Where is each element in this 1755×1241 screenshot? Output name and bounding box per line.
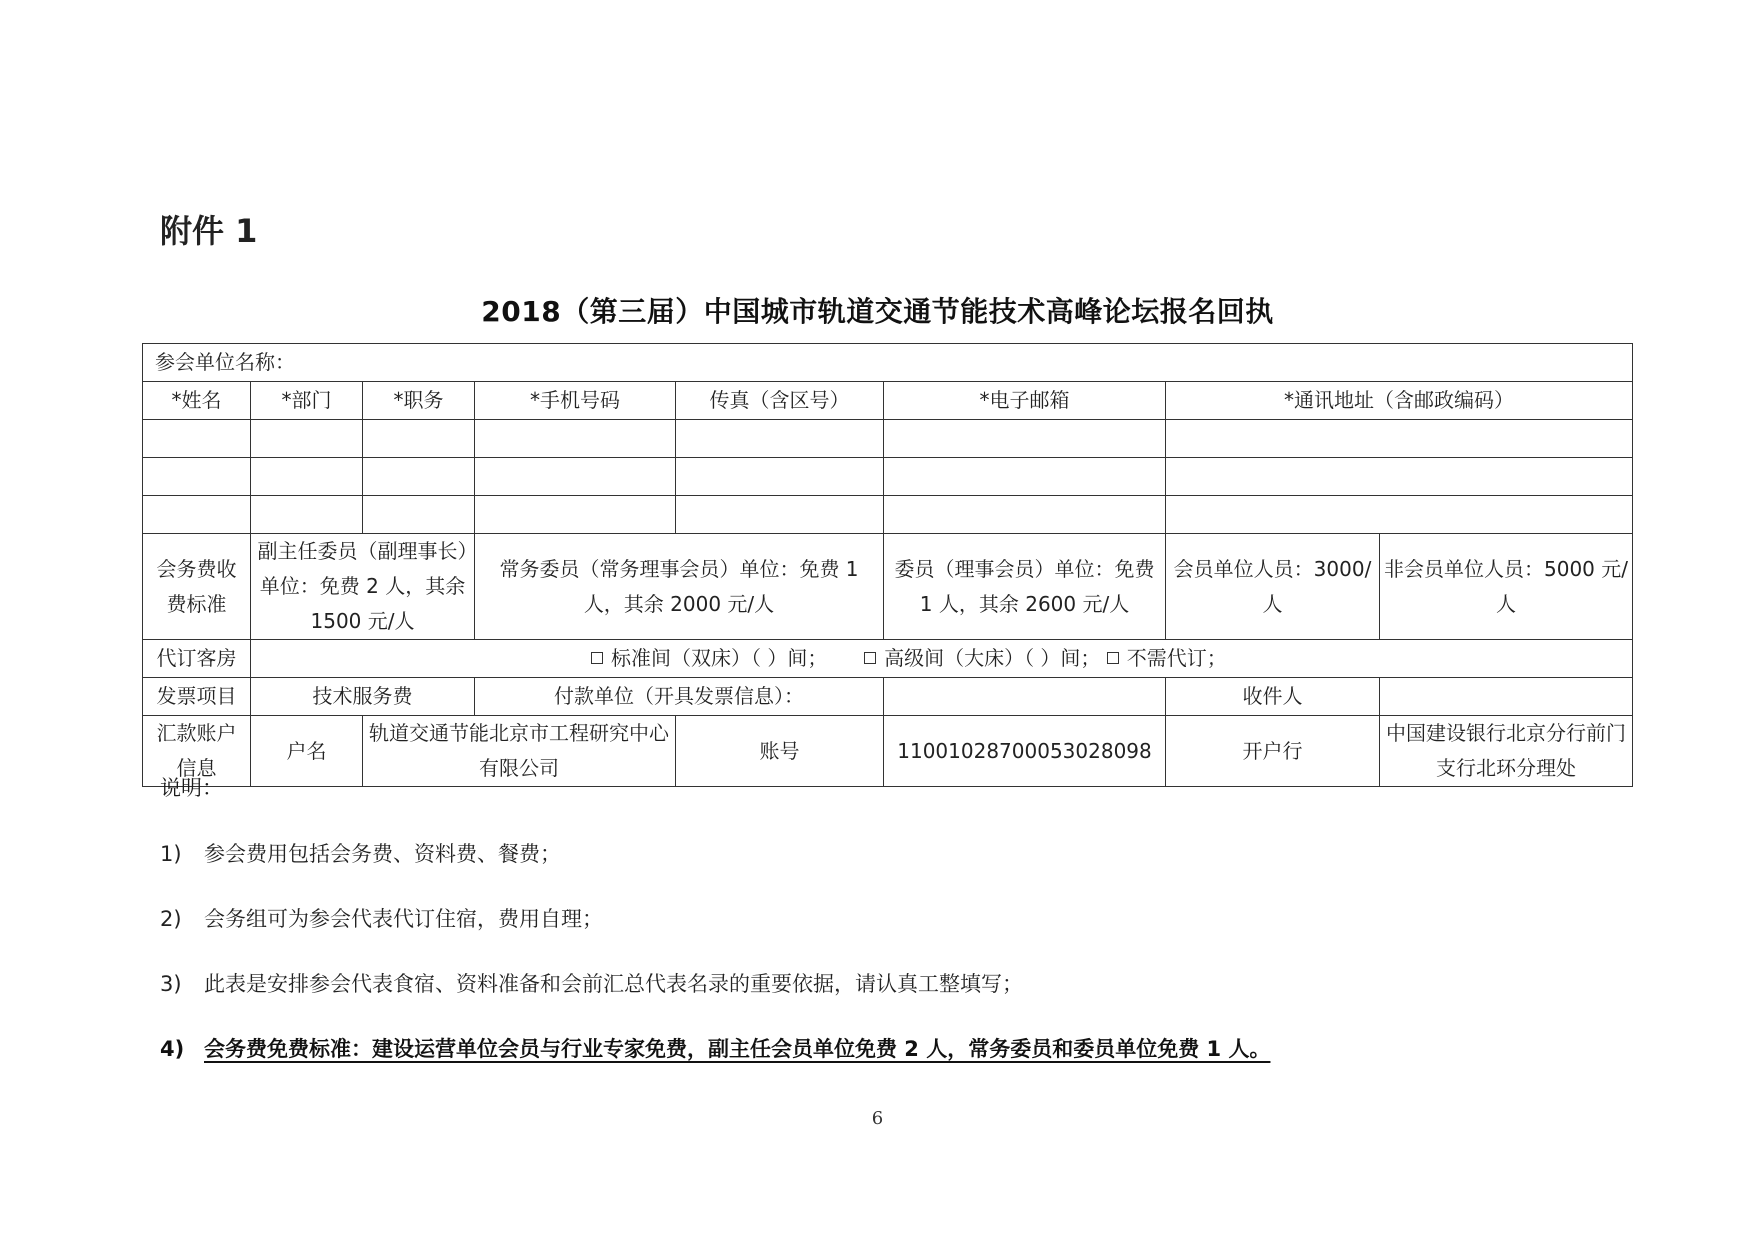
fee-non-member: 非会员单位人员：5000 元/人 xyxy=(1380,534,1633,640)
attendee-position-field[interactable] xyxy=(363,420,475,458)
form-title: 2018（第三届）中国城市轨道交通节能技术高峰论坛报名回执 xyxy=(481,295,1274,328)
header-position: *职务 xyxy=(363,382,475,420)
attendee-name-field[interactable] xyxy=(143,458,251,496)
attendee-mobile-field[interactable] xyxy=(475,458,676,496)
note-text: 会务组可为参会代表代订住宿，费用自理； xyxy=(204,907,603,931)
attendee-name-field[interactable] xyxy=(143,496,251,534)
hotel-row xyxy=(143,640,1633,678)
invoice-row xyxy=(143,678,1633,716)
attendee-department-field[interactable] xyxy=(251,496,363,534)
note-item-emphasis xyxy=(160,1033,1270,1063)
attendee-position-field[interactable] xyxy=(363,458,475,496)
account-row xyxy=(143,716,1633,787)
invoice-item: 技术服务费 xyxy=(251,678,475,716)
attendee-department-field[interactable] xyxy=(251,458,363,496)
invoice-payer-field[interactable] xyxy=(884,678,1166,716)
invoice-label: 发票项目 xyxy=(143,678,251,716)
hotel-label: 代订客房 xyxy=(143,640,251,678)
attendee-fax-field[interactable] xyxy=(676,496,884,534)
registration-form-table xyxy=(142,343,1633,787)
header-row xyxy=(143,382,1633,420)
note-number: 1) xyxy=(160,842,182,866)
attachment-label: 附件 1 xyxy=(160,212,258,250)
fee-member-unit: 会员单位人员：3000/人 xyxy=(1166,534,1380,640)
attendee-address-field[interactable] xyxy=(1166,496,1633,534)
attendee-email-field[interactable] xyxy=(884,420,1166,458)
account-bank-value: 中国建设银行北京分行前门支行北环分理处 xyxy=(1380,716,1633,787)
invoice-recipient-field[interactable] xyxy=(1380,678,1633,716)
note-text: 会务费免费标准：建设运营单位会员与行业专家免费，副主任会员单位免费 2 人，常务委员和委员单位免费 1 人。 xyxy=(204,1037,1271,1061)
account-number-label: 账号 xyxy=(676,716,884,787)
header-name: *姓名 xyxy=(143,382,251,420)
superior-room-label: 高级间（大床）（ ）间； xyxy=(884,646,1101,670)
attendee-row xyxy=(143,496,1633,534)
header-fax: 传真（含区号） xyxy=(676,382,884,420)
attendee-address-field[interactable] xyxy=(1166,420,1633,458)
notes-label: 说明： xyxy=(160,776,223,800)
checkbox-standard-room[interactable] xyxy=(591,652,603,664)
attendee-email-field[interactable] xyxy=(884,458,1166,496)
attendee-mobile-field[interactable] xyxy=(475,420,676,458)
attendee-email-field[interactable] xyxy=(884,496,1166,534)
note-item xyxy=(160,838,561,868)
attendee-position-field[interactable] xyxy=(363,496,475,534)
note-number: 3) xyxy=(160,972,182,996)
attendee-row xyxy=(143,458,1633,496)
note-item xyxy=(160,968,1023,998)
attendee-department-field[interactable] xyxy=(251,420,363,458)
account-name-label: 户名 xyxy=(251,716,363,787)
attendee-name-field[interactable] xyxy=(143,420,251,458)
account-label: 汇款账户信息 xyxy=(143,716,251,787)
standard-room-label: 标准间（双床）（ ）间； xyxy=(611,646,828,670)
fee-committee-member: 委员（理事会员）单位：免费 1 人，其余 2600 元/人 xyxy=(884,534,1166,640)
header-address: *通讯地址（含邮政编码） xyxy=(1166,382,1633,420)
no-booking-label: 不需代订； xyxy=(1126,646,1227,670)
fee-standing-member: 常务委员（常务理事会员）单位：免费 1 人，其余 2000 元/人 xyxy=(475,534,884,640)
fee-label: 会务费收费标准 xyxy=(143,534,251,640)
checkbox-superior-room[interactable] xyxy=(864,652,876,664)
fee-vice-chair: 副主任委员（副理事长）单位：免费 2 人，其余 1500 元/人 xyxy=(251,534,475,640)
note-text: 此表是安排参会代表食宿、资料准备和会前汇总代表名录的重要依据，请认真工整填写； xyxy=(204,972,1023,996)
attendee-address-field[interactable] xyxy=(1166,458,1633,496)
account-number-value: 11001028700053028098 xyxy=(884,716,1166,787)
fee-row xyxy=(143,534,1633,640)
note-number: 2) xyxy=(160,907,182,931)
note-number: 4) xyxy=(160,1037,185,1061)
attendee-row xyxy=(143,420,1633,458)
note-text: 参会费用包括会务费、资料费、餐费； xyxy=(204,842,561,866)
attendee-mobile-field[interactable] xyxy=(475,496,676,534)
unit-name-cell[interactable]: 参会单位名称： xyxy=(143,344,1633,382)
invoice-recipient-label: 收件人 xyxy=(1166,678,1380,716)
header-mobile: *手机号码 xyxy=(475,382,676,420)
invoice-payer-label: 付款单位（开具发票信息）： xyxy=(475,678,884,716)
header-email: *电子邮箱 xyxy=(884,382,1166,420)
attendee-fax-field[interactable] xyxy=(676,458,884,496)
account-name-value: 轨道交通节能北京市工程研究中心有限公司 xyxy=(363,716,676,787)
checkbox-no-booking[interactable] xyxy=(1107,652,1119,664)
account-bank-label: 开户行 xyxy=(1166,716,1380,787)
page-number: 6 xyxy=(871,1108,884,1129)
note-item xyxy=(160,903,603,933)
header-department: *部门 xyxy=(251,382,363,420)
hotel-options xyxy=(251,640,1633,678)
attendee-fax-field[interactable] xyxy=(676,420,884,458)
